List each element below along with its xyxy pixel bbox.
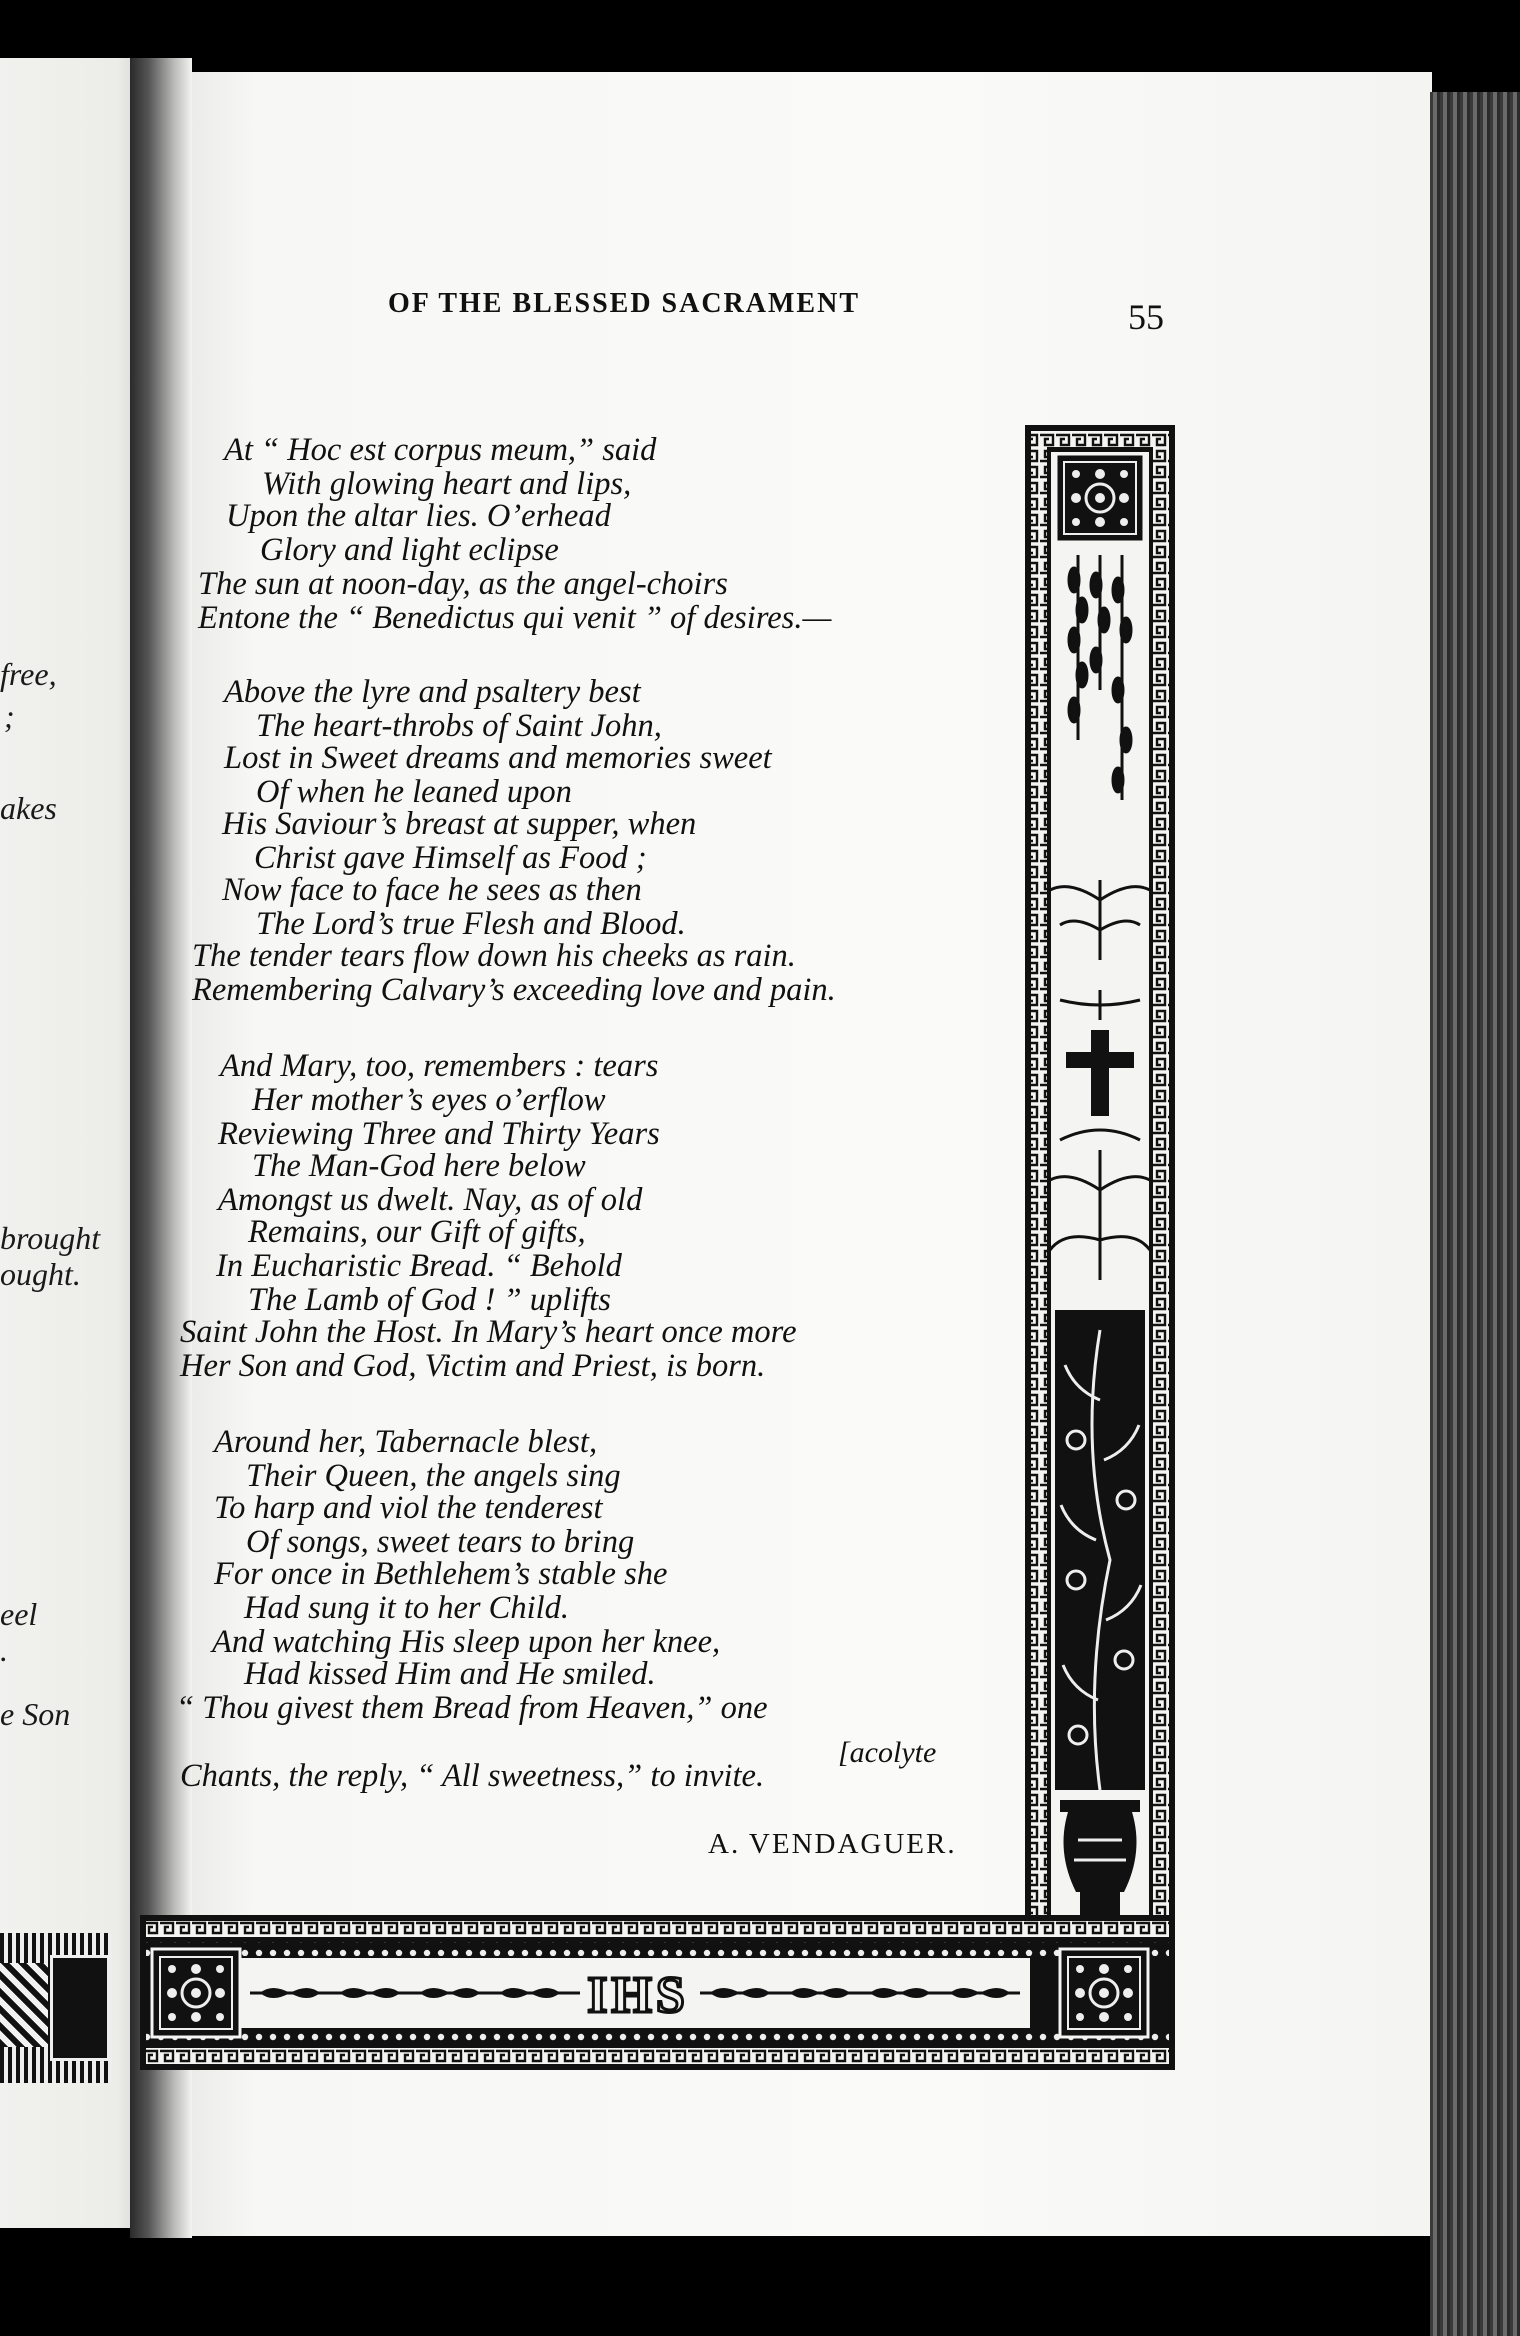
rosette-icon	[1056, 454, 1144, 542]
poem-line: Her Son and God, Victim and Priest, is born.	[180, 1348, 766, 1384]
poem-line: To harp and viol the tenderest	[214, 1490, 603, 1526]
poem-line: The tender tears flow down his cheeks as rain.	[192, 938, 796, 974]
poem-line: Of songs, sweet tears to bring	[246, 1524, 635, 1560]
poem-line: Christ gave Himself as Food ;	[254, 840, 647, 876]
poem-line: Of when he leaned upon	[256, 774, 572, 810]
poem-line: Chants, the reply, “ All sweetness,” to invite.	[180, 1758, 765, 1794]
greek-key-top	[1031, 431, 1169, 447]
poem-line: Glory and light eclipse	[260, 532, 559, 568]
left-fragment: brought	[0, 1220, 101, 1256]
poem-line: Upon the altar lies. O’erhead	[226, 498, 611, 534]
poem-line: And Mary, too, remembers : tears	[220, 1048, 659, 1084]
left-fragment: akes	[0, 790, 57, 826]
poem-line: His Saviour’s breast at supper, when	[222, 806, 697, 842]
greek-key-left	[1031, 431, 1047, 1974]
floral-panel	[1055, 1310, 1145, 1790]
dotted-band-bottom	[146, 2030, 1169, 2044]
left-fragment: ;	[4, 698, 15, 734]
poem-line: Had sung it to her Child.	[244, 1590, 570, 1626]
poem-line: Lost in Sweet dreams and memories sweet	[224, 740, 772, 776]
poem-line: The sun at noon-day, as the angel-choirs	[198, 566, 728, 602]
poem-line: The Lord’s true Flesh and Blood.	[256, 906, 686, 942]
left-fragment: free,	[0, 656, 57, 692]
poem-line: Saint John the Host. In Mary’s heart once more	[180, 1314, 797, 1350]
poem-line: For once in Bethlehem’s stable she	[214, 1556, 668, 1592]
poem-line: The heart-throbs of Saint John,	[256, 708, 662, 744]
running-head: OF THE BLESSED SACRAMENT	[388, 288, 860, 319]
poem-line: The Man-God here below	[252, 1148, 586, 1184]
left-fragment: e Son	[0, 1696, 71, 1732]
poem-line: And watching His sleep upon her knee,	[212, 1624, 721, 1660]
poem-line: Her mother’s eyes o’erflow	[252, 1082, 606, 1118]
poem-line: Reviewing Three and Thirty Years	[218, 1116, 660, 1152]
greek-key-bottom-bar	[146, 2048, 1169, 2064]
poem-line: In Eucharistic Bread. “ Behold	[216, 1248, 622, 1284]
poem-line: Had kissed Him and He smiled.	[244, 1656, 656, 1692]
left-fragment: .	[0, 1632, 8, 1668]
turnover-word: [acolyte	[838, 1736, 937, 1769]
page-number: 55	[1128, 297, 1164, 337]
poem-line: Their Queen, the angels sing	[246, 1458, 621, 1494]
poem-line: Entone the “ Benedictus qui venit ” of desires.—	[198, 600, 832, 636]
poem-line: Remembering Calvary’s exceeding love and pain.	[192, 972, 836, 1008]
greek-key-top-bar	[146, 1921, 1169, 1937]
greek-key-right	[1153, 431, 1169, 1974]
ihs-monogram: IHS	[587, 1967, 689, 2024]
poem-line: Now face to face he sees as then	[222, 872, 642, 908]
poem-line: Above the lyre and psaltery best	[224, 674, 641, 710]
poem-line: “ Thou givest them Bread from Heaven,” one	[176, 1690, 768, 1726]
author-signature: A. VENDAGUER.	[708, 1828, 957, 1860]
poem-line: Amongst us dwelt. Nay, as of old	[218, 1182, 643, 1218]
left-fragment: ought.	[0, 1256, 81, 1292]
poem-line: Remains, our Gift of gifts,	[248, 1214, 586, 1250]
left-fragment: eel	[0, 1596, 38, 1632]
dotted-band-top	[146, 1942, 1169, 1956]
rosette-icon	[1060, 1949, 1148, 2037]
poem-line: At “ Hoc est corpus meum,” said	[224, 432, 657, 468]
rosette-icon	[152, 1949, 240, 2037]
poem-line: The Lamb of God ! ” uplifts	[248, 1282, 611, 1318]
poem-line: Around her, Tabernacle blest,	[214, 1424, 598, 1460]
poem-line: With glowing heart and lips,	[262, 466, 632, 502]
